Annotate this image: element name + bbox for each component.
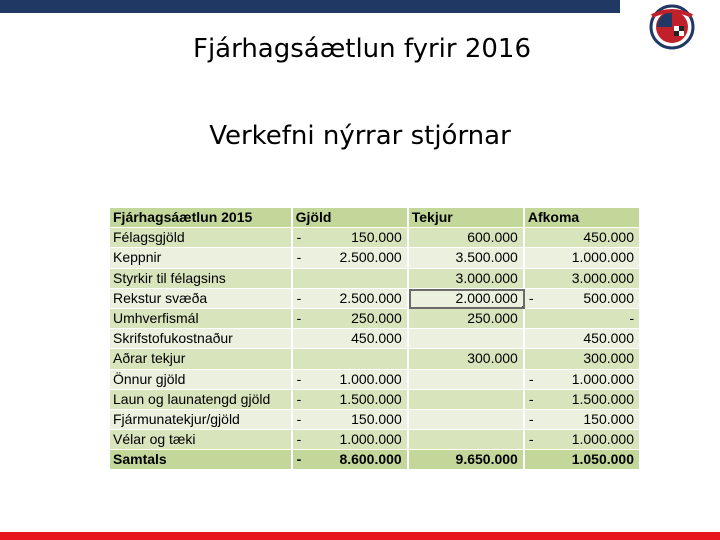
cell-afkoma[interactable] <box>525 390 641 410</box>
cell-gjold-sign: - <box>296 451 302 468</box>
cell-afkoma-sign: - <box>528 289 534 306</box>
cell-gjold[interactable] <box>293 349 409 369</box>
cell-afkoma-value: 500.000 <box>583 289 634 306</box>
cell-gjold[interactable] <box>293 248 409 268</box>
cell-tekjur[interactable] <box>409 309 525 329</box>
cell-afkoma-value: 1.000.000 <box>571 370 634 387</box>
cell-tekjur-value: 3.500.000 <box>455 249 518 266</box>
cell-afkoma[interactable] <box>525 228 641 248</box>
header-cell-afkoma[interactable]: Afkoma <box>525 208 641 228</box>
cell-tekjur[interactable] <box>409 370 525 390</box>
cell-afkoma-value: 450.000 <box>583 330 634 347</box>
header-cell-label[interactable]: Fjárhagsáætlun 2015 <box>110 208 293 228</box>
cell-gjold[interactable] <box>293 269 409 289</box>
cell-gjold-value: 150.000 <box>351 229 402 246</box>
cell-afkoma-value: 1.500.000 <box>571 390 634 407</box>
cell-afkoma-value: 150.000 <box>583 410 634 427</box>
cell-gjold-value: 8.600.000 <box>339 451 402 468</box>
cell-tekjur-value: 250.000 <box>467 310 518 327</box>
cell-label[interactable]: Styrkir til félagsins <box>110 269 293 289</box>
table-row <box>110 430 641 450</box>
cell-tekjur-value: 9.650.000 <box>455 451 518 468</box>
cell-gjold-value: 1.000.000 <box>339 431 402 448</box>
cell-gjold-value: 450.000 <box>351 330 402 347</box>
cell-afkoma[interactable] <box>525 410 641 430</box>
cell-afkoma-value: 1.000.000 <box>571 431 634 448</box>
budget-table <box>110 208 641 470</box>
header-cell-tekjur[interactable]: Tekjur <box>409 208 525 228</box>
cell-afkoma-value: 1.000.000 <box>571 249 634 266</box>
table-total-row <box>110 450 641 470</box>
slide-subtitle: Verkefni nýrrar stjórnar <box>209 121 511 151</box>
cell-gjold-value: 2.500.000 <box>339 289 402 306</box>
cell-gjold-sign: - <box>296 249 302 266</box>
bottom-accent-bar <box>0 532 720 540</box>
cell-gjold[interactable] <box>293 329 409 349</box>
cell-tekjur[interactable] <box>409 410 525 430</box>
cell-afkoma-value: 3.000.000 <box>571 269 634 286</box>
cell-afkoma-sign: - <box>528 410 534 427</box>
cell-gjold-value: 2.500.000 <box>339 249 402 266</box>
cell-afkoma[interactable] <box>525 450 641 470</box>
cell-tekjur[interactable] <box>409 329 525 349</box>
table-row <box>110 410 641 430</box>
cell-gjold[interactable] <box>293 410 409 430</box>
cell-label[interactable]: Keppnir <box>110 248 293 268</box>
table-row <box>110 269 641 289</box>
cell-tekjur[interactable] <box>409 269 525 289</box>
table-row <box>110 309 641 329</box>
cell-afkoma[interactable] <box>525 329 641 349</box>
cell-gjold-sign: - <box>296 370 302 387</box>
slide-title: Fjárhagsáætlun fyrir 2016 <box>192 34 532 64</box>
cell-gjold-sign: - <box>296 410 302 427</box>
table-row <box>110 349 641 369</box>
cell-afkoma[interactable] <box>525 248 641 268</box>
table-row <box>110 289 641 309</box>
cell-tekjur[interactable] <box>409 430 525 450</box>
cell-gjold[interactable] <box>293 430 409 450</box>
cell-tekjur-value: 300.000 <box>467 350 518 367</box>
cell-tekjur-value: 2.000.000 <box>455 289 518 306</box>
cell-afkoma[interactable] <box>525 349 641 369</box>
cell-tekjur-value: 3.000.000 <box>455 269 518 286</box>
cell-tekjur[interactable] <box>409 228 525 248</box>
cell-label[interactable]: Laun og launatengd gjöld <box>110 390 293 410</box>
cell-afkoma[interactable] <box>525 309 641 329</box>
cell-label[interactable]: Félagsgjöld <box>110 228 293 248</box>
cell-afkoma[interactable] <box>525 430 641 450</box>
table-row <box>110 248 641 268</box>
cell-gjold-value: 150.000 <box>351 410 402 427</box>
cell-afkoma-sign: - <box>528 370 534 387</box>
cell-gjold-sign: - <box>296 309 302 326</box>
cell-afkoma[interactable] <box>525 289 641 309</box>
cell-gjold-sign: - <box>296 289 302 306</box>
cell-afkoma-value: 450.000 <box>583 229 634 246</box>
cell-gjold[interactable] <box>293 450 409 470</box>
header-cell-gjold[interactable]: Gjöld <box>293 208 409 228</box>
cell-gjold-sign: - <box>296 390 302 407</box>
cell-afkoma-value: 1.050.000 <box>571 451 634 468</box>
cell-gjold[interactable] <box>293 370 409 390</box>
selected-cell-tekjur[interactable] <box>409 289 525 309</box>
cell-tekjur-value: 600.000 <box>467 229 518 246</box>
cell-afkoma[interactable] <box>525 370 641 390</box>
cell-label[interactable]: Önnur gjöld <box>110 370 293 390</box>
cell-tekjur[interactable] <box>409 349 525 369</box>
cell-gjold[interactable] <box>293 289 409 309</box>
table-header-row <box>110 208 641 228</box>
cell-gjold[interactable] <box>293 309 409 329</box>
table-row <box>110 329 641 349</box>
table-row <box>110 390 641 410</box>
cell-afkoma-sign: - <box>528 390 534 407</box>
cell-tekjur[interactable] <box>409 450 525 470</box>
cell-gjold-value: 1.500.000 <box>339 390 402 407</box>
top-accent-bar <box>0 0 620 13</box>
cell-tekjur[interactable] <box>409 390 525 410</box>
cell-label[interactable]: Fjármunatekjur/gjöld <box>110 410 293 430</box>
table-row <box>110 370 641 390</box>
cell-afkoma-value: - <box>629 310 634 327</box>
cell-label[interactable]: Samtals <box>110 450 293 470</box>
cell-gjold-sign: - <box>296 229 302 246</box>
cell-label[interactable]: Aðrar tekjur <box>110 349 293 369</box>
cell-gjold[interactable] <box>293 390 409 410</box>
cell-gjold-value: 1.000.000 <box>339 370 402 387</box>
cell-gjold-sign: - <box>296 431 302 448</box>
cell-label[interactable]: Skrifstofukostnaður <box>110 329 293 349</box>
cell-label[interactable]: Vélar og tæki <box>110 430 293 450</box>
cell-label[interactable]: Rekstur svæða <box>110 289 293 309</box>
table-row <box>110 228 641 248</box>
cell-afkoma-value: 300.000 <box>583 350 634 367</box>
cell-afkoma[interactable] <box>525 269 641 289</box>
cell-afkoma-sign: - <box>528 431 534 448</box>
cell-gjold[interactable] <box>293 228 409 248</box>
cell-gjold-value: 250.000 <box>351 310 402 327</box>
cell-tekjur[interactable] <box>409 248 525 268</box>
cell-label[interactable]: Umhverfismál <box>110 309 293 329</box>
